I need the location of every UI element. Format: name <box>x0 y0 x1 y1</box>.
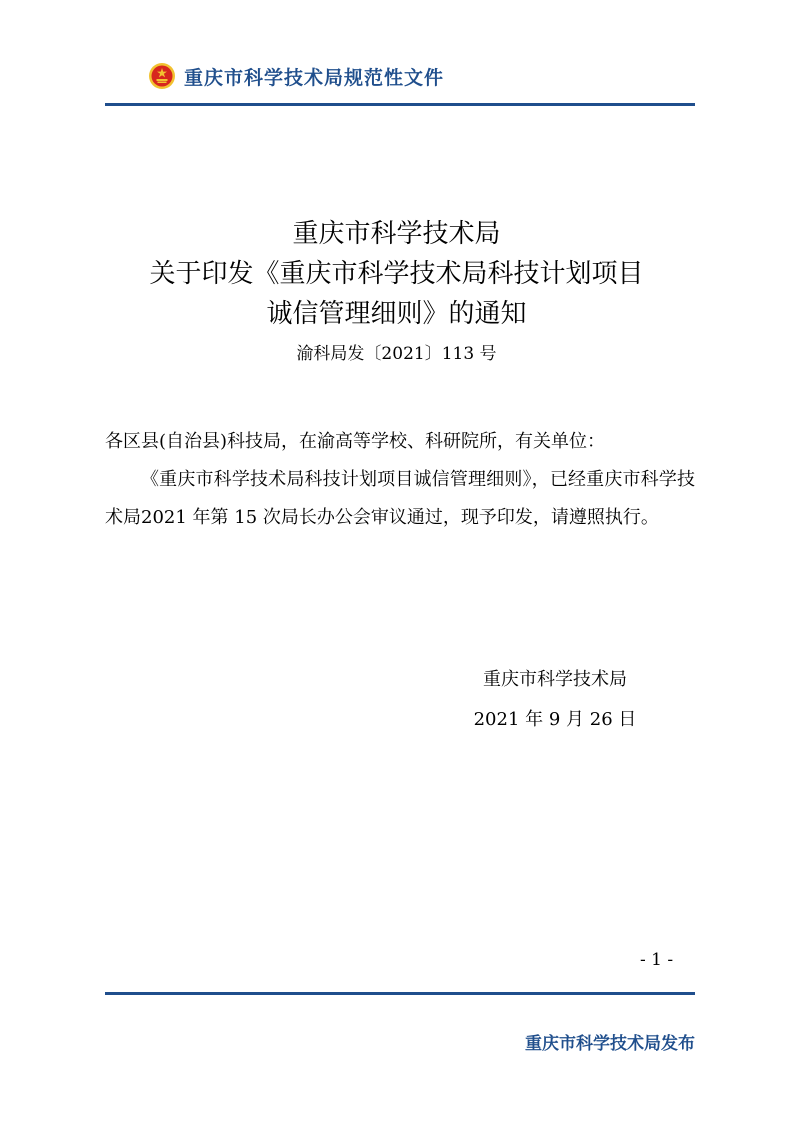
header-divider <box>105 103 695 106</box>
national-emblem-icon <box>148 62 176 90</box>
header-title: 重庆市科学技术局规范性文件 <box>184 66 445 89</box>
body-paragraph: 《重庆市科学技术局科技计划项目诚信管理细则》，已经重庆市科学技术局2021 年第 15 次局长办公会审议通过，现予印发，请遵照执行。 <box>105 469 695 528</box>
title-line-3: 诚信管理细则》的通知 <box>266 299 527 329</box>
page-number: - 1 - <box>640 950 674 970</box>
footer-publisher: 重庆市科学技术局发布 <box>525 1034 695 1054</box>
document-header <box>148 58 444 94</box>
issuer-name: 重庆市科学技术局 <box>483 669 627 690</box>
addressee: 各区县(自治县)科技局，在渝高等学校、科研院所，有关单位： <box>105 431 606 452</box>
document-number: 渝科局发〔2021〕113 号 <box>296 344 497 364</box>
title-line-2: 关于印发《重庆市科学技术局科技计划项目 <box>149 259 644 289</box>
document-body <box>105 423 695 537</box>
title-line-1: 重庆市科学技术局 <box>292 219 501 249</box>
signature-block <box>430 660 680 740</box>
document-title <box>0 214 793 334</box>
issue-date: 2021 年 9 月 26 日 <box>473 709 637 730</box>
footer-divider <box>105 992 695 995</box>
